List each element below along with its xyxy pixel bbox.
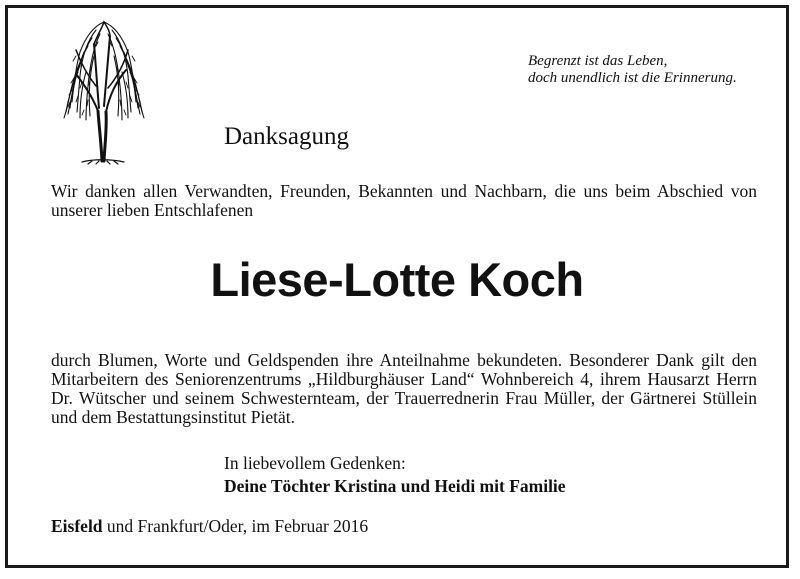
motto-quote bbox=[528, 53, 778, 87]
thanks-paragraph: durch Blumen, Worte und Geldspenden ihre Anteilnahme bekundeten. Besonderer Dank gilt den Mitarbeitern des Seniorenzentrums „Hildburghäuser Land“ Wohnbereich 4, ihrem Hausarzt Herrn Dr. Wütscher und seinem Schwesternteam, der Trauerrednerin Frau Müller, der Gärtnerei Stüllein und dem Bestattungsinstitut Pietät. bbox=[51, 350, 757, 427]
notice-heading: Danksagung bbox=[224, 123, 349, 150]
obituary-notice bbox=[5, 5, 789, 568]
motto-line-1: Begrenzt ist das Leben, bbox=[528, 53, 668, 69]
closing-block bbox=[224, 452, 566, 498]
closing-line: In liebevollem Gedenken: bbox=[224, 453, 406, 473]
place-date: und Frankfurt/Oder, im Februar 2016 bbox=[102, 516, 369, 536]
deceased-name: Liese-Lotte Koch bbox=[210, 253, 584, 306]
intro-paragraph: Wir danken allen Verwandten, Freunden, Bekannten und Nachbarn, die uns beim Abschied von unserer lieben Entschlafenen bbox=[51, 181, 757, 220]
place-date-line bbox=[51, 516, 368, 536]
motto-line-2: doch unendlich ist die Erinnerung. bbox=[528, 70, 737, 86]
signature: Deine Töchter Kristina und Heidi mit Familie bbox=[224, 476, 566, 496]
place-town: Eisfeld bbox=[51, 516, 103, 536]
weeping-willow-icon bbox=[52, 16, 152, 166]
